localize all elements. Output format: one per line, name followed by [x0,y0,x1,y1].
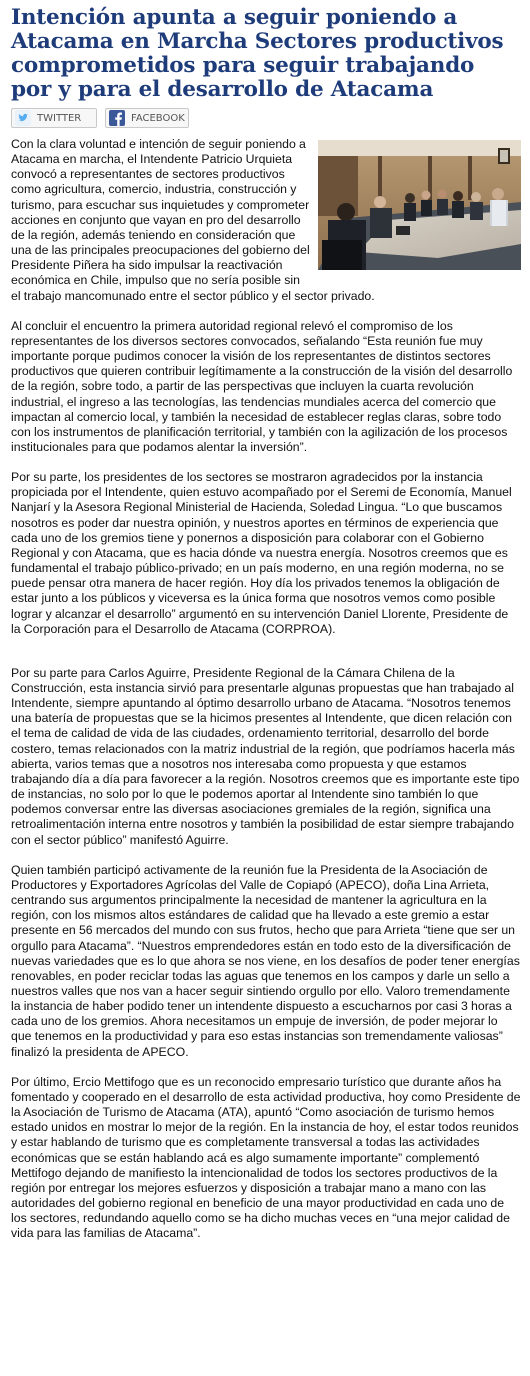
twitter-share-button[interactable] [11,108,97,128]
facebook-share-button[interactable] [105,108,189,128]
facebook-label: FACEBOOK [131,112,185,124]
paragraph-5: Quien también participó activamente de la reunión fue la Presidenta de la Asociación de Productores y Exportadores Agrícolas del Valle de Copiapó (APECO), doña Lina Arrieta, centrando sus argumentos principalmente la necesidad de mantener la agricultura en la región, con los mismos altos estándares de calidad que ha llevado a este gremio a estar presente en 56 mercados del mundo con sus frutos, hecho que para Arrieta “tiene que ser un orgullo para Atacama”. “Nuestros emprendedores están en todo esto de la diversificación de nuevas variedades que es lo que ahora se nos viene, en los desafíos de poder tener energías renovables, en poder reciclar todas las aguas que tenemos en los campos y darle un sello a nuestros valles que nos van a hacer seguir sintiendo orgullo por ello. Valoro tremendamente la instancia de haber podido tener un intendente dispuesto a escucharnos por casi 3 horas a cada uno de los gremios. Ahora necesitamos un empuje de inversión, de poder mejorar lo que tenemos en la productividad y para eso estas instancias son tremendamente valiosas” finalizó la presidenta de APECO. [11,862,520,1059]
meeting-photo [318,140,521,270]
paragraph-3: Por su parte, los presidentes de los sectores se mostraron agradecidos por la instancia propiciada por el Intendente, quien estuvo acompañado por el Seremi de Economía, Manuel Nanjarí y la Asesora Regional Ministerial de Hacienda, Soledad Lingua. “Lo que buscamos nosotros es poder dar nuestra opinión, y nuestros aportes en términos de experiencia que cada uno de los gremios tiene y ponernos a disposición para colaborar con el Gobierno Regional y con Atacama, que es hacia dónde va nuestra energía. Nosotros creemos que es fundamental el trabajo público-privado; en un país moderno, en una región moderna, no se puede pensar otra manera de hacer región. Hoy día los privados tenemos la obligación de estar junto a los públicos y viceversa es la única forma que nosotros vemos como posible lograr y alcanzar el desarrollo” argumentó en su intervención Daniel Llorente, Presidente de la Corporación para el Desarrollo de Atacama (CORPROA). [11,470,512,636]
article-body [11,137,521,1241]
twitter-label: TWITTER [37,112,82,124]
paragraph-6: Por último, Ercio Mettifogo que es un reconocido empresario turístico que durante años ha fomentado y cooperado en el desarrollo de esta actividad productiva, hoy como Presidente de la Asociación de Turismo de Atacama (ATA), apuntó “Como asociación de turismo hemos estado unidos en mostrar lo mejor de la región. En la instancia de hoy, el estar todos reunidos y estar hablando de turismo que es completamente transversal a todas las actividades económicas que se están hablando acá es algo sumamente importante” complementó Mettifogo dejando de manifiesto la intencionalidad de todos los sectores productivos de la región por entregar los mejores esfuerzos y disposición a trabajar mano a mano con las autoridades del gobierno regional en beneficio de una mayor productividad en cada uno de los sectores, redundando aquello como se ha dicho muchas veces en “una mejor calidad de vida para las familias de Atacama”. [11,1074,521,1241]
article [11,0,521,1256]
paragraph-4: Por su parte para Carlos Aguirre, Presidente Regional de la Cámara Chilena de la Construcción, esta instancia sirvió para presentarle algunas propuestas que han trabajado al Intendente, siempre apuntando al óptimo desarrollo urbano de Atacama. “Nosotros tenemos una batería de propuestas que se la hicimos presentes al Intendente, que dicen relación con el tema de calidad de vida de las ciudades, ordenamiento territorial, desarrollo del borde costero, temas relacionados con la matriz industrial de la región, que podríamos hacerla más abierta, varios temas que a nosotros nos interesaba como propuesta y que estamos trabajando día a día para favorecer a la región. Nosotros creemos que es importante este tipo de instancias, no solo por lo que le podemos aportar al Intendente sino también lo que podemos conversar entre las diversas asociaciones gremiales de la región, significa una retroalimentación interna entre nosotros y también la posibilidad de estar siempre trabajando con el sector público” manifestó Aguirre. [11,665,520,847]
facebook-icon [109,110,125,126]
paragraph-1: Con la clara voluntad e intención de seguir poniendo a Atacama en marcha, el Intendente Patricio Urquieta convocó a representantes de sectores productivos como agricultura, comercio, industria, construcción y turismo, para escuchar sus inquietudes y comprometer acciones en conjunto que vayan en pro del desarrollo de la región, además teniendo en consideración que una de las principales preocupaciones del gobierno del Presidente Piñera ha sido impulsar la reactivación económica en Chile, impulso que no sería posible sin el trabajo mancomunado entre el sector público y el sector privado. [11,137,375,303]
twitter-icon [15,110,31,126]
paragraph-2: Al concluir el encuentro la primera autoridad regional relevó el compromiso de los representantes de los diversos sectores convocados, señalando “Esta reunión fue muy importante porque pudimos conocer la visión de los representantes de distintos sectores productivos que quieren contribuir legítimamente a la construcción de la visión del desarrollo de la región, sobre todo, a partir de las perspectivas que incluyen la cuarta revolución industrial, el ingreso a las tecnologías, las tendencias mundiales acerca del comercio que impactan al comercio local, y también la necesidad de establecer reglas claras, sobre todo con los instrumentos de planificación territorial, y también con la agilización de los procesos institucionales para que podamos alentar la inversión”. [11,318,513,454]
spacer [11,652,521,666]
share-bar [11,108,521,130]
article-title: Intención apunta a seguir poniendo a Atacama en Marcha Sectores productivos comprometidos para seguir trabajando por y para el desarrollo de Atacama [11,5,504,102]
